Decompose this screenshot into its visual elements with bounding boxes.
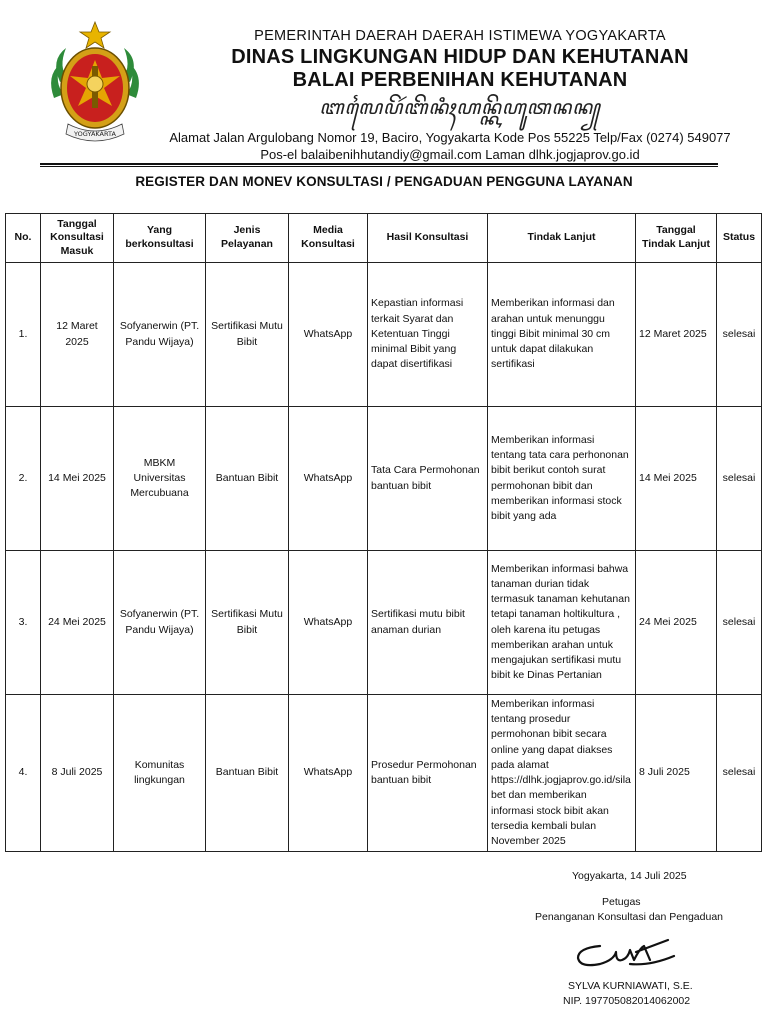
- document-title: REGISTER DAN MONEV KONSULTASI / PENGADUAN PENGGUNA LAYANAN: [135, 174, 633, 189]
- cell-media: WhatsApp: [289, 407, 368, 551]
- cell-hasil: Prosedur Permohonan bantuan bibit: [368, 695, 488, 852]
- cell-tindak-lanjut: Memberikan informasi tentang prosedur permohonan bibit secara online yang dapat diakses pada alamat https://dlhk.jogjaprov.go.id/sila bet dan memberikan informasi stock bibit akan tersedia kembali bulan November 2025: [488, 695, 636, 852]
- cell-status: selesai: [717, 263, 762, 407]
- cell-media: WhatsApp: [289, 551, 368, 695]
- cell-jenis: Bantuan Bibit: [206, 695, 289, 852]
- cell-hasil: Tata Cara Permohonan bantuan bibit: [368, 407, 488, 551]
- cell-media: WhatsApp: [289, 695, 368, 852]
- cell-hasil: Sertifikasi mutu bibit anaman durian: [368, 551, 488, 695]
- letterhead-unit: BALAI PERBENIHAN KEHUTANAN: [292, 69, 628, 91]
- letterhead-rule-thin: [40, 166, 718, 167]
- header-hasil-konsultasi: Hasil Konsultasi: [368, 214, 488, 263]
- signature-unit: Penanganan Konsultasi dan Pengaduan: [535, 911, 723, 923]
- handwritten-signature-icon: [570, 926, 680, 974]
- cell-konsultan: Sofyanerwin (PT. Pandu Wijaya): [114, 551, 206, 695]
- cell-no: 1.: [6, 263, 41, 407]
- cell-jenis: Sertifikasi Mutu Bibit: [206, 263, 289, 407]
- cell-tanggal-tindak: 12 Maret 2025: [636, 263, 717, 407]
- signature-role: Petugas: [602, 896, 641, 908]
- header-media-konsultasi: Media Konsultasi: [289, 214, 368, 263]
- header-tanggal-masuk: Tanggal Konsultasi Masuk: [41, 214, 114, 263]
- cell-jenis: Bantuan Bibit: [206, 407, 289, 551]
- cell-media: WhatsApp: [289, 263, 368, 407]
- table-row: [6, 407, 762, 551]
- table-header-row: [6, 214, 762, 263]
- svg-text:YOGYAKARTA: YOGYAKARTA: [74, 130, 116, 138]
- letterhead-javanese-script: ꦧꦭꦻꦥꦼꦂꦧꦼꦤꦶꦃꦲꦤ꧀ꦏꦼꦲꦸꦠꦤꦤ꧀: [319, 95, 601, 119]
- cell-jenis: Sertifikasi Mutu Bibit: [206, 551, 289, 695]
- cell-konsultan: MBKM Universitas Mercubuana: [114, 407, 206, 551]
- table-row: [6, 551, 762, 695]
- header-no: No.: [6, 214, 41, 263]
- cell-status: selesai: [717, 551, 762, 695]
- cell-tanggal-tindak: 14 Mei 2025: [636, 407, 717, 551]
- cell-tanggal-masuk: 14 Mei 2025: [41, 407, 114, 551]
- header-jenis-pelayanan: Jenis Pelayanan: [206, 214, 289, 263]
- cell-konsultan: Komunitas lingkungan: [114, 695, 206, 852]
- cell-no: 2.: [6, 407, 41, 551]
- cell-status: selesai: [717, 407, 762, 551]
- signature-nip: NIP. 197705082014062002: [563, 995, 691, 1007]
- letterhead-rule: [40, 163, 718, 165]
- cell-konsultan: Sofyanerwin (PT. Pandu Wijaya): [114, 263, 206, 407]
- signature-place-date: Yogyakarta, 14 Juli 2025: [572, 870, 687, 882]
- header-yang-berkonsultasi: Yang berkonsultasi: [114, 214, 206, 263]
- header-tanggal-tindak-lanjut: Tanggal Tindak Lanjut: [636, 214, 717, 263]
- register-table: [5, 213, 762, 852]
- letterhead-contact: Pos-el balaibenihhutandiy@gmail.com Laman dlhk.jogjaprov.go.id: [260, 147, 640, 162]
- cell-tanggal-masuk: 8 Juli 2025: [41, 695, 114, 852]
- letterhead-department: DINAS LINGKUNGAN HIDUP DAN KEHUTANAN: [231, 46, 689, 68]
- cell-status: selesai: [717, 695, 762, 852]
- cell-tanggal-tindak: 24 Mei 2025: [636, 551, 717, 695]
- signature-name: SYLVA KURNIAWATI, S.E.: [568, 980, 693, 992]
- cell-tanggal-tindak: 8 Juli 2025: [636, 695, 717, 852]
- cell-tanggal-masuk: 12 Maret 2025: [41, 263, 114, 407]
- header-tindak-lanjut: Tindak Lanjut: [488, 214, 636, 263]
- cell-tanggal-masuk: 24 Mei 2025: [41, 551, 114, 695]
- table-row: [6, 263, 762, 407]
- letterhead-government: PEMERINTAH DAERAH DAERAH ISTIMEWA YOGYAKARTA: [254, 28, 666, 44]
- cell-tindak-lanjut: Memberikan informasi bahwa tanaman durian tidak termasuk tanaman kehutanan tetapi tanaman holtikultura , oleh karena itu petugas memberikan arahan untuk mengajukan sertifikasi mutu bibit ke Dinas Pertanian: [488, 551, 636, 695]
- cell-tindak-lanjut: Memberikan informasi tentang tata cara perhononan bibit berikut contoh surat permohonan bibit dan memberikan informasi stock bibit yang ada: [488, 407, 636, 551]
- cell-hasil: Kepastian informasi terkait Syarat dan Ketentuan Tinggi minimal Bibit yang dapat disertifikasi: [368, 263, 488, 407]
- header-status: Status: [717, 214, 762, 263]
- cell-tindak-lanjut: Memberikan informasi dan arahan untuk menunggu tinggi Bibit minimal 30 cm untuk dapat dilakukan sertifikasi: [488, 263, 636, 407]
- cell-no: 3.: [6, 551, 41, 695]
- letterhead-address: Alamat Jalan Argulobang Nomor 19, Baciro, Yogyakarta Kode Pos 55225 Telp/Fax (0274) 549077: [169, 130, 731, 145]
- table-row: [6, 695, 762, 852]
- cell-no: 4.: [6, 695, 41, 852]
